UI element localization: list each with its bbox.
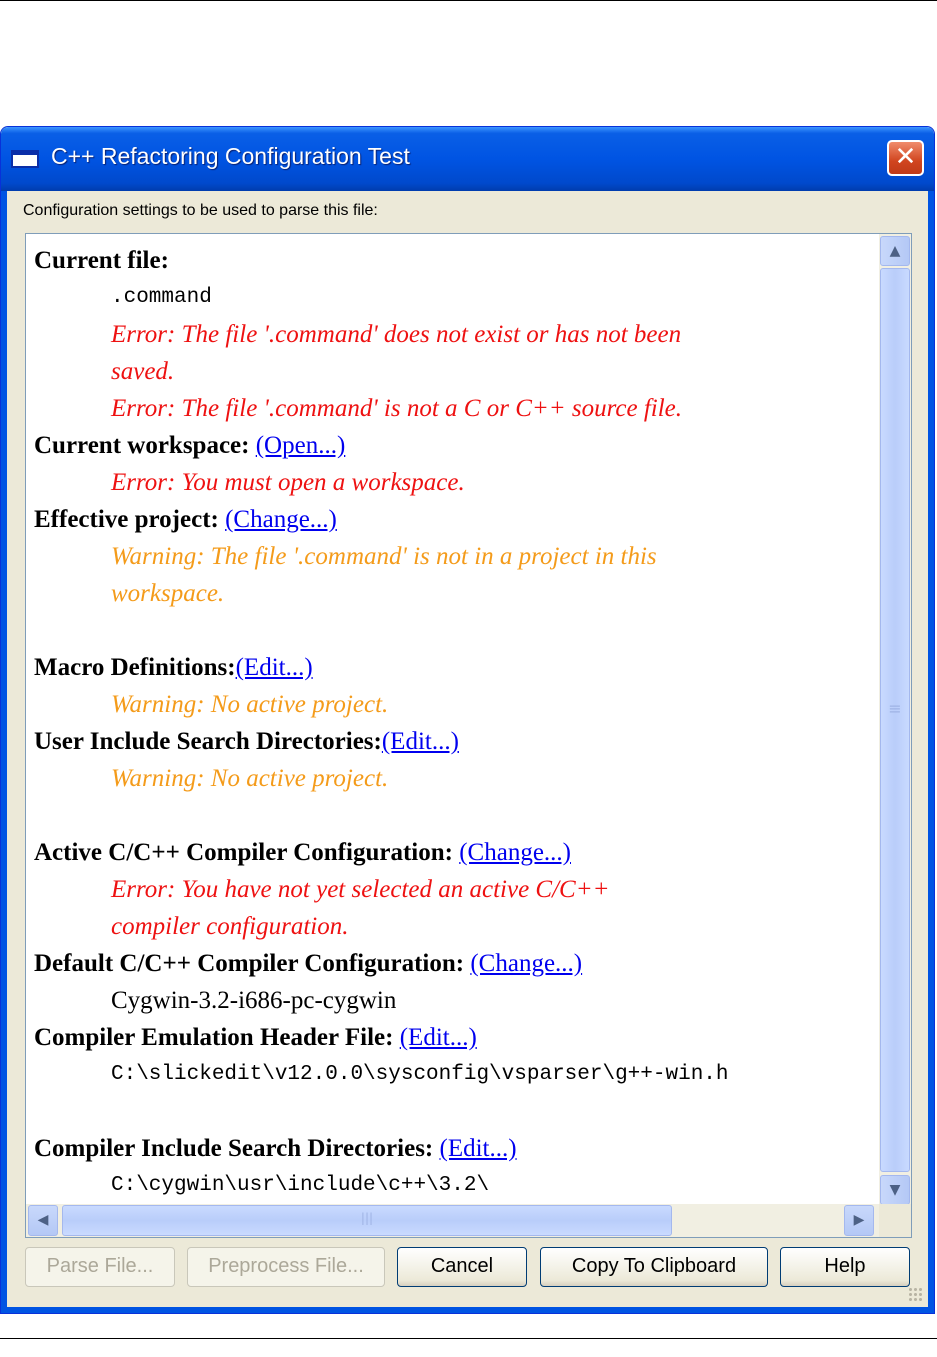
window-icon	[11, 150, 39, 168]
macros-row	[34, 649, 874, 686]
bottom-frame	[1, 1307, 934, 1313]
scroll-left-button[interactable]: ◀	[28, 1205, 58, 1236]
error-text: Error: You have not yet selected an active C/C++	[111, 876, 610, 903]
scroll-up-button[interactable]: ▲	[880, 236, 910, 266]
page-bottom-rule	[0, 1338, 937, 1339]
spacer	[34, 797, 874, 834]
help-button[interactable]: Help	[780, 1247, 910, 1287]
resize-grip-icon[interactable]	[908, 1287, 924, 1303]
project-row	[34, 501, 874, 538]
scroll-corner	[879, 1204, 911, 1237]
error-text: Error: The file '.command' is not a C or C++ source file.	[111, 395, 683, 422]
vertical-scroll-thumb[interactable]	[880, 268, 910, 1172]
current-file-label: Current file:	[34, 247, 169, 274]
warning-text: Warning: The file '.command' is not in a project in this	[111, 543, 657, 570]
default-compiler-row	[34, 945, 874, 982]
emulation-header-row	[34, 1019, 874, 1056]
report-content	[34, 242, 874, 1196]
compiler-includes-label: Compiler Include Search Directories:	[34, 1135, 434, 1162]
warning-text: workspace.	[111, 580, 225, 607]
change-active-compiler-link[interactable]: (Change...)	[459, 839, 571, 866]
left-frame	[1, 191, 7, 1313]
warning-text: Warning: No active project.	[111, 691, 389, 718]
emulation-header-value: C:\slickedit\v12.0.0\sysconfig\vsparser\g++-win.h	[111, 1063, 729, 1086]
error-text: Error: The file '.command' does not exist or has not been	[111, 321, 682, 348]
horizontal-scroll-thumb[interactable]	[62, 1205, 672, 1236]
right-frame	[928, 191, 934, 1313]
scroll-down-button[interactable]: ▼	[880, 1175, 910, 1205]
error-text: Error: You must open a workspace.	[111, 469, 465, 496]
grip-icon: |||	[360, 1211, 374, 1225]
close-button[interactable]: ✕	[887, 140, 924, 176]
warning-text: Warning: No active project.	[111, 765, 389, 792]
spacer	[34, 612, 874, 649]
config-test-dialog	[0, 126, 935, 1314]
parse-file-button[interactable]: Parse File...	[25, 1247, 175, 1287]
error-text: saved.	[111, 358, 175, 385]
current-file-row	[34, 242, 874, 279]
default-compiler-label: Default C/C++ Compiler Configuration:	[34, 950, 465, 977]
include-path: C:\cygwin\usr\include\c++\3.2\	[111, 1174, 490, 1196]
spacer	[34, 1093, 874, 1130]
workspace-row	[34, 427, 874, 464]
horizontal-scrollbar[interactable]	[26, 1204, 879, 1237]
edit-user-includes-link[interactable]: (Edit...)	[381, 728, 459, 755]
user-includes-row	[34, 723, 874, 760]
error-text: compiler configuration.	[111, 913, 349, 940]
project-label: Effective project:	[34, 506, 219, 533]
description-label: Configuration settings to be used to parse this file:	[23, 202, 378, 219]
active-compiler-label: Active C/C++ Compiler Configuration:	[34, 839, 453, 866]
compiler-includes-row	[34, 1130, 874, 1167]
current-file-value: .command	[111, 286, 212, 309]
preprocess-file-button[interactable]: Preprocess File...	[187, 1247, 385, 1287]
change-project-link[interactable]: (Change...)	[225, 506, 337, 533]
workspace-label: Current workspace:	[34, 432, 250, 459]
edit-emulation-header-link[interactable]: (Edit...)	[399, 1024, 477, 1051]
cancel-button[interactable]: Cancel	[397, 1247, 527, 1287]
page-top-rule	[0, 0, 937, 1]
user-includes-label: User Include Search Directories:	[34, 728, 382, 755]
default-compiler-value: Cygwin-3.2-i686-pc-cygwin	[111, 987, 397, 1014]
copy-to-clipboard-button[interactable]: Copy To Clipboard	[540, 1247, 768, 1287]
open-workspace-link[interactable]: (Open...)	[255, 432, 346, 459]
edit-macros-link[interactable]: (Edit...)	[235, 654, 313, 681]
grip-icon: ≡	[888, 699, 902, 718]
macros-label: Macro Definitions:	[34, 654, 236, 681]
scroll-right-button[interactable]: ▶	[844, 1205, 874, 1236]
title-bar[interactable]	[1, 127, 934, 191]
vertical-scrollbar[interactable]	[879, 234, 911, 1206]
window-title: C++ Refactoring Configuration Test	[51, 143, 410, 169]
emulation-header-label: Compiler Emulation Header File:	[34, 1024, 394, 1051]
report-viewer[interactable]	[25, 233, 912, 1238]
active-compiler-row	[34, 834, 874, 871]
change-default-compiler-link[interactable]: (Change...)	[470, 950, 583, 977]
edit-compiler-includes-link[interactable]: (Edit...)	[439, 1135, 517, 1162]
